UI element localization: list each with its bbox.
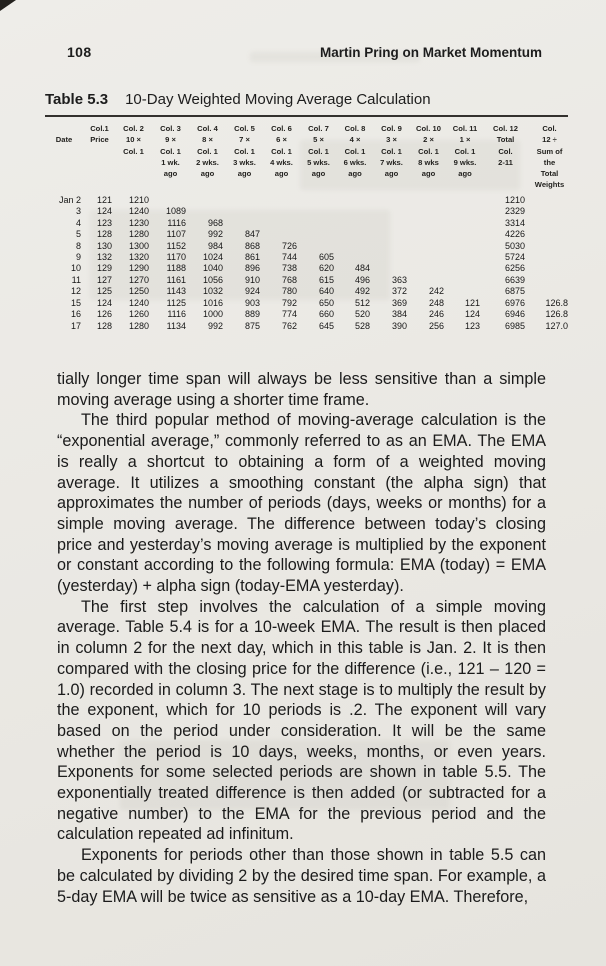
table-cell: 605 — [318, 251, 334, 262]
table-cell: 5030 — [504, 240, 525, 251]
table-cell — [373, 195, 410, 206]
table-cell — [528, 206, 571, 217]
table-body — [44, 195, 571, 332]
table-header-line — [115, 157, 152, 168]
table-header-line — [447, 179, 483, 190]
table-cell: 16 — [70, 309, 81, 320]
table-cell: 484 — [354, 263, 370, 274]
page-number: 108 — [67, 44, 92, 60]
table-header-line — [337, 179, 373, 190]
table-cell — [528, 218, 571, 229]
table-cell: 1040 — [202, 263, 223, 274]
table-header-line: Total — [496, 135, 515, 145]
table-cell: 1280 — [128, 229, 149, 240]
table-header-line: 2 wks. — [196, 157, 219, 167]
table-header-line — [115, 179, 152, 190]
table-header-line: 7 × — [239, 135, 250, 145]
table-title: 10-Day Weighted Moving Average Calculation — [125, 91, 431, 108]
table-header-line: 5 wks. — [307, 157, 330, 167]
table-cell — [528, 275, 571, 286]
table-cell — [410, 275, 447, 286]
table-cell: 121 — [464, 297, 480, 308]
table-cell: 126 — [96, 309, 112, 320]
table-header-line: Col. 1 — [418, 146, 439, 156]
table-cell: 1107 — [166, 229, 186, 240]
table-cell — [410, 229, 447, 240]
table-header-line — [84, 146, 115, 157]
table-label: Table 5.3 — [45, 91, 109, 108]
table-header-line: 3 wks. — [233, 157, 256, 167]
table-cell: 9 — [75, 251, 81, 262]
table-header — [44, 123, 571, 191]
table-cell: 242 — [428, 286, 444, 297]
table-cell: 15 — [70, 297, 81, 308]
table-header-line: ago — [421, 169, 436, 179]
table-header-line: Col. 5 — [234, 124, 255, 133]
table-header-line: Col. 1 — [381, 146, 402, 156]
table-cell: 762 — [281, 320, 297, 331]
table-header-line: Weights — [534, 180, 565, 190]
scan-corner-artifact — [0, 0, 16, 11]
table-header-line: Col. 4 — [197, 124, 218, 133]
table-cell: 1280 — [128, 320, 149, 331]
paragraph: Exponents for periods other than those shown in table 5.5 can be calculated by dividing 2 by the desired time span. For example, a 5-day EMA will be twice as sensitive as a 10-day EMA. Therefore, — [57, 846, 546, 906]
table-cell — [263, 206, 300, 217]
table-cell: 124 — [96, 297, 112, 308]
table-cell: 744 — [281, 251, 297, 262]
table-header-column — [263, 123, 300, 191]
table-header-line: Col. 1 — [454, 146, 476, 156]
table-header-line: Col. 2 — [123, 124, 144, 133]
table-cell: 492 — [354, 286, 370, 297]
table-header-line: Col. 1 — [234, 146, 255, 156]
table-cell: 124 — [96, 206, 112, 217]
table-header-line: Col. 1 — [197, 146, 218, 156]
table-header-line: Col. 1 — [123, 146, 144, 156]
table-cell — [152, 195, 189, 206]
table-cell: 1000 — [202, 309, 223, 320]
table-cell: 660 — [318, 309, 334, 320]
table-cell: 910 — [244, 274, 260, 285]
table-cell: 17 — [70, 320, 81, 331]
table-cell: 1116 — [167, 217, 186, 228]
table-header-line: 12 ÷ — [542, 135, 557, 145]
table-header-line: ago — [311, 169, 326, 179]
table-header-line: Col. 10 — [416, 124, 441, 133]
table-cell — [447, 229, 483, 240]
table-cell: 4226 — [504, 229, 525, 240]
table-header-line — [263, 179, 300, 190]
table-cell: 125 — [96, 286, 112, 297]
table-cell: 128 — [96, 229, 112, 240]
table-cell: 1240 — [128, 297, 149, 308]
table-cell: 5 — [75, 229, 81, 240]
table-header-line: ago — [458, 169, 472, 179]
table-header-line — [44, 168, 84, 179]
table-cell — [447, 241, 483, 252]
table-header-line: 2-11 — [498, 157, 513, 167]
table-cell: 1210 — [128, 194, 149, 205]
table-cell — [300, 229, 337, 240]
table-cell: 640 — [318, 286, 334, 297]
table-cell: 738 — [281, 263, 297, 274]
table-cell: 6875 — [504, 286, 525, 297]
table-cell: 512 — [354, 297, 370, 308]
table-cell: 774 — [281, 309, 297, 320]
table-cell — [337, 206, 373, 217]
table-header-line — [410, 179, 447, 190]
table-cell: 6639 — [504, 274, 525, 285]
paragraph: The third popular method of moving-average calculation is the “exponential average,” commonly referred to as an EMA. The EMA is really a shortcut to obtaining a form of a weighted moving average. It utilizes a smoothing constant (the alpha sign) that approximates the number of periods (days, weeks or months) for a simple moving average. The difference between today’s closing price and yesterday’s moving average is multiplied by the exponent or constant according to the following formula: EMA (today) = EMA (yesterday) + alpha sign (today-EMA yesterday). — [57, 411, 546, 596]
table-cell — [447, 286, 483, 297]
table-header-line — [44, 179, 84, 190]
table-cell: 1056 — [202, 274, 223, 285]
table-header-line: the — [543, 157, 556, 167]
table-header-line: ago — [274, 169, 289, 179]
table-header-line: Col. 7 — [308, 124, 329, 133]
table-cell: 124 — [464, 309, 480, 320]
table-cell: 1300 — [128, 240, 149, 251]
table-header-line: 8 wks — [418, 157, 439, 167]
table-cell: 8 — [75, 240, 81, 251]
table-header-column — [84, 123, 115, 191]
table-cell: 123 — [464, 320, 480, 331]
table-cell: 1016 — [202, 297, 223, 308]
table-cell: 1240 — [128, 206, 149, 217]
table-cell — [528, 252, 571, 263]
table-cell — [447, 206, 483, 217]
table-header-line — [84, 168, 115, 179]
table-cell: 496 — [354, 274, 370, 285]
table-cell: 1152 — [166, 240, 186, 251]
table-cell — [410, 241, 447, 252]
table-header-column — [410, 123, 447, 191]
table-cell: 121 — [96, 194, 112, 205]
table-cell: 2329 — [504, 206, 525, 217]
table-header-line: 10 × — [126, 135, 141, 145]
table-cell: 780 — [281, 286, 297, 297]
table-cell: 768 — [281, 274, 297, 285]
table-header-line: ago — [237, 169, 252, 179]
table-header-line: ago — [200, 169, 215, 179]
table-cell: 1230 — [128, 217, 149, 228]
table-header-column — [337, 123, 373, 191]
table-cell: 1260 — [128, 309, 149, 320]
table-row — [44, 275, 571, 286]
table-header-line: 1 × — [459, 135, 471, 145]
table-cell: 390 — [391, 320, 407, 331]
table-cell — [447, 252, 483, 263]
table-cell: 1134 — [166, 320, 186, 331]
table-cell — [410, 252, 447, 263]
data-table — [44, 123, 571, 332]
table-cell: 123 — [96, 217, 112, 228]
table-cell: 1143 — [166, 286, 186, 297]
table-header-column — [373, 123, 410, 191]
table-header-line: Date — [55, 135, 73, 145]
table-cell: 130 — [96, 240, 112, 251]
table-cell — [528, 229, 571, 240]
table-header-line: Col. 3 — [160, 124, 181, 133]
body-text — [57, 369, 546, 907]
table-cell: 1188 — [166, 263, 186, 274]
table-cell: 896 — [244, 263, 260, 274]
table-cell — [337, 195, 373, 206]
table-header-line — [44, 146, 84, 157]
table-cell: 650 — [318, 297, 334, 308]
table-row — [44, 298, 571, 309]
table-cell: 126.8 — [545, 297, 568, 308]
table-cell: 1320 — [128, 251, 149, 262]
table-cell — [189, 195, 226, 206]
table-cell: 645 — [318, 320, 334, 331]
table-header-line: 6 × — [276, 135, 287, 145]
table-header-line: Col. 6 — [271, 124, 292, 133]
table-header-line — [373, 179, 410, 190]
paragraph: tially longer time span will always be less sensitive than a simple moving average using a shorter time frame. — [57, 370, 546, 409]
table-cell: 1161 — [166, 274, 186, 285]
table-header-column — [115, 123, 152, 191]
table-cell: 369 — [391, 297, 407, 308]
table-header-line — [152, 179, 189, 190]
table-cell — [263, 195, 300, 206]
table-cell: 3314 — [504, 217, 525, 228]
table-row — [44, 206, 571, 217]
table-cell: 992 — [207, 229, 223, 240]
table-cell: 246 — [428, 309, 444, 320]
table-cell — [189, 206, 226, 217]
table-cell — [410, 218, 447, 229]
table-cell: 256 — [428, 320, 444, 331]
table-cell: 6976 — [504, 297, 525, 308]
running-head: Martin Pring on Market Momentum — [319, 45, 542, 60]
table-cell — [337, 252, 373, 263]
table-cell — [226, 195, 263, 206]
table-cell: 3 — [75, 206, 81, 217]
table-cell — [447, 218, 483, 229]
table-cell: 372 — [391, 286, 407, 297]
table-header-line: 9 × — [165, 135, 176, 145]
table-cell — [528, 241, 571, 252]
table-cell: 129 — [96, 263, 112, 274]
table-cell: 132 — [96, 251, 112, 262]
table-cell: 1170 — [166, 251, 186, 262]
table-cell — [447, 195, 483, 206]
table-row — [44, 252, 571, 263]
table-cell: 1125 — [166, 297, 186, 308]
table-cell: 1116 — [167, 309, 186, 320]
caption-rule — [45, 115, 568, 117]
table-header-line — [115, 168, 152, 179]
table-header-line — [189, 179, 226, 190]
table-header-line: Col. 1 — [160, 146, 181, 156]
table-header-line — [300, 179, 337, 190]
table-cell — [263, 218, 300, 229]
table-cell: 968 — [207, 217, 223, 228]
table-cell — [373, 206, 410, 217]
table-header-line: ago — [384, 169, 399, 179]
table-header-line — [84, 157, 115, 168]
table-header-line — [226, 179, 263, 190]
table-header-line: ago — [163, 169, 178, 179]
table-cell: 363 — [391, 274, 407, 285]
table-header-line: 8 × — [202, 135, 213, 145]
table-row — [44, 286, 571, 297]
table-header-line: Col. — [498, 146, 513, 156]
table-header-line: Total — [540, 169, 559, 179]
table-cell: 1024 — [202, 251, 223, 262]
table-header-line: Col. 8 — [344, 124, 366, 133]
table-row — [44, 195, 571, 206]
table-cell: 384 — [391, 309, 407, 320]
table-header-line: 5 × — [313, 135, 324, 145]
table-cell: 620 — [318, 263, 334, 274]
table-cell — [300, 241, 337, 252]
paragraph: The first step involves the calculation of a simple moving average. Table 5.4 is for a 10-week EMA. The result is then placed in column 2 for the next day, which in this table is Jan. 2. It is then compared with the closing price for the difference (i.e., 121 – 120 = 1.0) recorded in column 3. The next stage is to multiply the result by the exponent, which for 10 periods is .2. The exponent will vary based on the period under consideration. It will be the same whether the period is 10 days, weeks, months, or even years. Exponents for some selected periods are shown in table 5.5. The exponentially treated difference is then added (or subtracted for a negative number) to the EMA for the previous period and the calculation repeated ad infinitum. — [57, 597, 546, 844]
table-cell — [447, 263, 483, 274]
table-cell — [410, 263, 447, 274]
table-cell — [528, 195, 571, 206]
table-header-line: 1 wk. — [161, 157, 180, 167]
table-header-column — [226, 123, 263, 191]
table-cell — [410, 206, 447, 217]
table-header-line: 9 wks. — [453, 157, 477, 167]
table-header-column — [152, 123, 189, 191]
table-cell: 248 — [428, 297, 444, 308]
table-header-line: ago — [348, 169, 362, 179]
table-cell: 4 — [75, 217, 81, 228]
table-cell: 924 — [244, 286, 260, 297]
table-caption — [45, 91, 431, 108]
table-cell — [300, 218, 337, 229]
table-header-column — [483, 123, 528, 191]
table-cell: 889 — [244, 309, 260, 320]
table-header-line: Col. 11 — [452, 124, 478, 133]
table-cell: 903 — [244, 297, 260, 308]
table-cell: 127 — [96, 274, 112, 285]
table-cell: 528 — [354, 320, 370, 331]
table-row — [44, 241, 571, 252]
table-header-column — [44, 123, 84, 191]
table-cell: 6985 — [504, 320, 525, 331]
table-cell — [373, 229, 410, 240]
table-row — [44, 263, 571, 274]
table-header-line: Col.1 — [90, 124, 109, 133]
table-cell: 868 — [244, 240, 260, 251]
table-cell: 726 — [281, 240, 297, 251]
table-row — [44, 309, 571, 320]
table-cell: 1270 — [128, 274, 149, 285]
table-row — [44, 218, 571, 229]
table-cell: Jan 2 — [58, 194, 81, 205]
table-header-line — [483, 168, 528, 179]
table-cell — [447, 275, 483, 286]
table-cell: 615 — [318, 274, 334, 285]
table-header-line — [44, 123, 84, 134]
table-cell — [528, 263, 571, 274]
table-cell — [373, 241, 410, 252]
table-cell — [410, 195, 447, 206]
table-cell: 1210 — [504, 194, 525, 205]
table-cell: 5724 — [504, 251, 525, 262]
table-header-line — [483, 179, 528, 190]
table-cell: 792 — [281, 297, 297, 308]
table-cell: 861 — [244, 251, 260, 262]
table-header-line: Price — [90, 135, 109, 145]
table-header-line: Col. 1 — [308, 146, 329, 156]
table-cell: 984 — [207, 240, 223, 251]
table-cell: 10 — [70, 263, 81, 274]
table-cell — [337, 218, 373, 229]
table-header-line: Col. 12 — [493, 124, 518, 133]
table-header-line: 7 wks. — [380, 157, 403, 167]
table-cell: 126.8 — [545, 309, 568, 320]
table-header-line — [44, 157, 84, 168]
table-cell: 992 — [207, 320, 223, 331]
table-cell — [300, 206, 337, 217]
table-header-line: 6 wks. — [343, 157, 367, 167]
table-cell: 12 — [70, 286, 81, 297]
table-header-column — [447, 123, 483, 191]
table-cell — [337, 241, 373, 252]
table-cell — [300, 195, 337, 206]
table-header-line: 4 × — [349, 135, 361, 145]
table-cell: 847 — [244, 229, 260, 240]
table-cell: 875 — [244, 320, 260, 331]
table-cell: 6946 — [504, 309, 525, 320]
table-cell: 1089 — [165, 206, 186, 217]
table-header-line: Col. 1 — [271, 146, 292, 156]
table-cell — [373, 263, 410, 274]
table-header-line: 4 wks. — [270, 157, 293, 167]
table-header-line: 2 × — [423, 135, 434, 145]
table-header-line: 3 × — [386, 135, 397, 145]
table-header-line: Col. 1 — [344, 146, 366, 156]
table-cell — [528, 286, 571, 297]
table-row — [44, 229, 571, 240]
table-cell — [263, 229, 300, 240]
table-cell: 6256 — [504, 263, 525, 274]
table-header-line: Col. 9 — [381, 124, 402, 133]
table-header-column — [300, 123, 337, 191]
table-cell: 1250 — [128, 286, 149, 297]
table-cell: 128 — [96, 320, 112, 331]
table-header-line — [84, 179, 115, 190]
table-cell: 520 — [354, 309, 370, 320]
table-cell — [373, 252, 410, 263]
table-cell: 11 — [71, 274, 81, 285]
table-cell — [373, 218, 410, 229]
table-row — [44, 321, 571, 332]
table-cell — [226, 218, 263, 229]
table-header-line: Sum of — [536, 146, 563, 156]
table-header-column — [528, 123, 571, 191]
table-cell: 1290 — [128, 263, 149, 274]
table-header-line: Col. — [542, 124, 557, 133]
table-cell — [226, 206, 263, 217]
table-cell — [337, 229, 373, 240]
table-header-column — [189, 123, 226, 191]
table-cell: 127.0 — [545, 320, 568, 331]
table-cell: 1032 — [202, 286, 223, 297]
